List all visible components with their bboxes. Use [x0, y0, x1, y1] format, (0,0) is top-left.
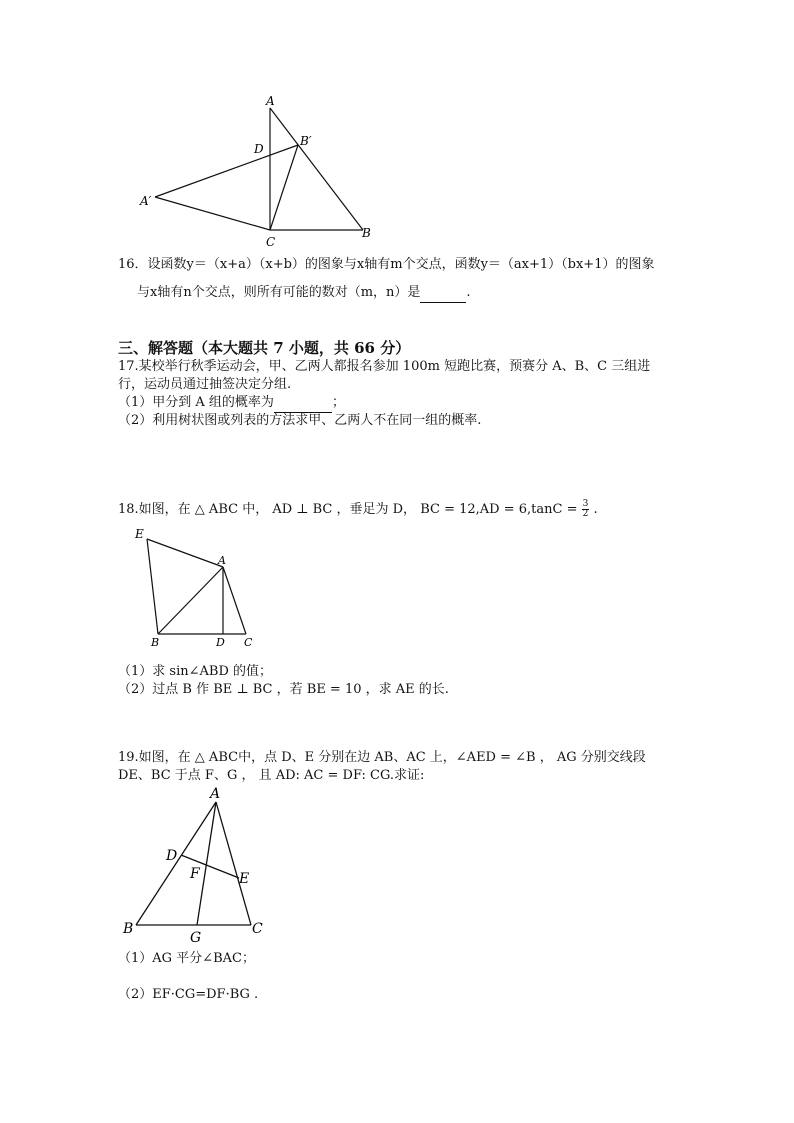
q17-line1: 17.某校举行秋季运动会，甲、乙两人都报名参加 100m 短跑比赛，预赛分 A、B、C 三组进 [118, 359, 651, 374]
q18-stem-text: 18.如图，在 △ ABC 中， AD ⊥ BC ，垂足为 D， BC = 12,AD = 6,tanC = [118, 502, 578, 517]
fig19-label-E: E [239, 871, 250, 887]
q18-frac-numerator: 3 [582, 499, 589, 509]
q17-part2: （2）利用树状图或列表的方法求甲、乙两人不在同一组的概率. [118, 413, 482, 428]
fig19-label-B: B [123, 921, 134, 937]
fig15-label-D: D [254, 142, 264, 156]
fig15-label-C: C [266, 235, 276, 249]
fig19-label-A: A [210, 786, 221, 802]
figure-q15 [135, 92, 375, 252]
q19-line2: DE、BC 于点 F、G ， 且 AD: AC = DF: CG.求证: [118, 768, 425, 783]
q19-line1: 19.如图，在 △ ABC中，点 D、E 分别在边 AB、AC 上，∠AED = ∠B ， AG 分别交线段 [118, 750, 646, 765]
fig18-label-C: C [244, 636, 253, 649]
fig18-label-D: D [216, 636, 225, 649]
q17-part1 [118, 394, 345, 413]
q17-answer-blank [274, 394, 332, 413]
q19-part2: （2）EF·CG=DF·BG . [118, 987, 259, 1002]
fig18-label-E: E [135, 527, 144, 541]
fig15-label-A-prime: A′ [140, 194, 152, 208]
q19-part1: （1）AG 平分∠BAC； [118, 951, 255, 966]
fig19-label-C: C [252, 921, 263, 937]
fig19-label-G: G [190, 930, 202, 946]
fig15-label-A: A [266, 94, 275, 108]
section-heading: 三、解答题（本大题共 7 小题，共 66 分） [118, 339, 411, 357]
q16-answer-blank [420, 284, 466, 303]
figure-q19 [115, 782, 285, 947]
fig18-label-B: B [151, 636, 160, 649]
q18-part1: （1）求 sin∠ABD 的值； [118, 664, 272, 679]
q18-frac-denominator: 2 [582, 509, 589, 519]
q18-part2: （2）过点 B 作 BE ⊥ BC ，若 BE = 10 ，求 AE 的长. [118, 682, 449, 697]
q16-line2 [137, 284, 471, 303]
q18-tanc-fraction [582, 500, 590, 519]
q17-line2: 行，运动员通过抽签决定分组. [118, 377, 292, 392]
q16-line2-text: 与x轴有n个交点，则所有可能的数对（m，n）是 [137, 285, 421, 300]
fig19-label-F: F [190, 866, 200, 882]
fig15-label-B-prime: B′ [300, 134, 312, 148]
q18-stem-end: . [593, 502, 598, 517]
figure-q18 [130, 522, 270, 652]
q16-line2-end: . [466, 285, 471, 300]
q18-stem [118, 500, 598, 519]
q16-line1: 16．设函数y＝（x+a）（x+b）的图象与x轴有m个交点，函数y＝（ax+1）（bx+1）的图象 [118, 257, 655, 272]
fig19-label-D: D [166, 848, 178, 864]
fig18-label-A: A [218, 554, 226, 567]
q17-part1-end: ； [331, 395, 345, 410]
q17-part1-text: （1）甲分到 A 组的概率为 [118, 395, 274, 410]
fig15-label-B: B [362, 226, 371, 240]
